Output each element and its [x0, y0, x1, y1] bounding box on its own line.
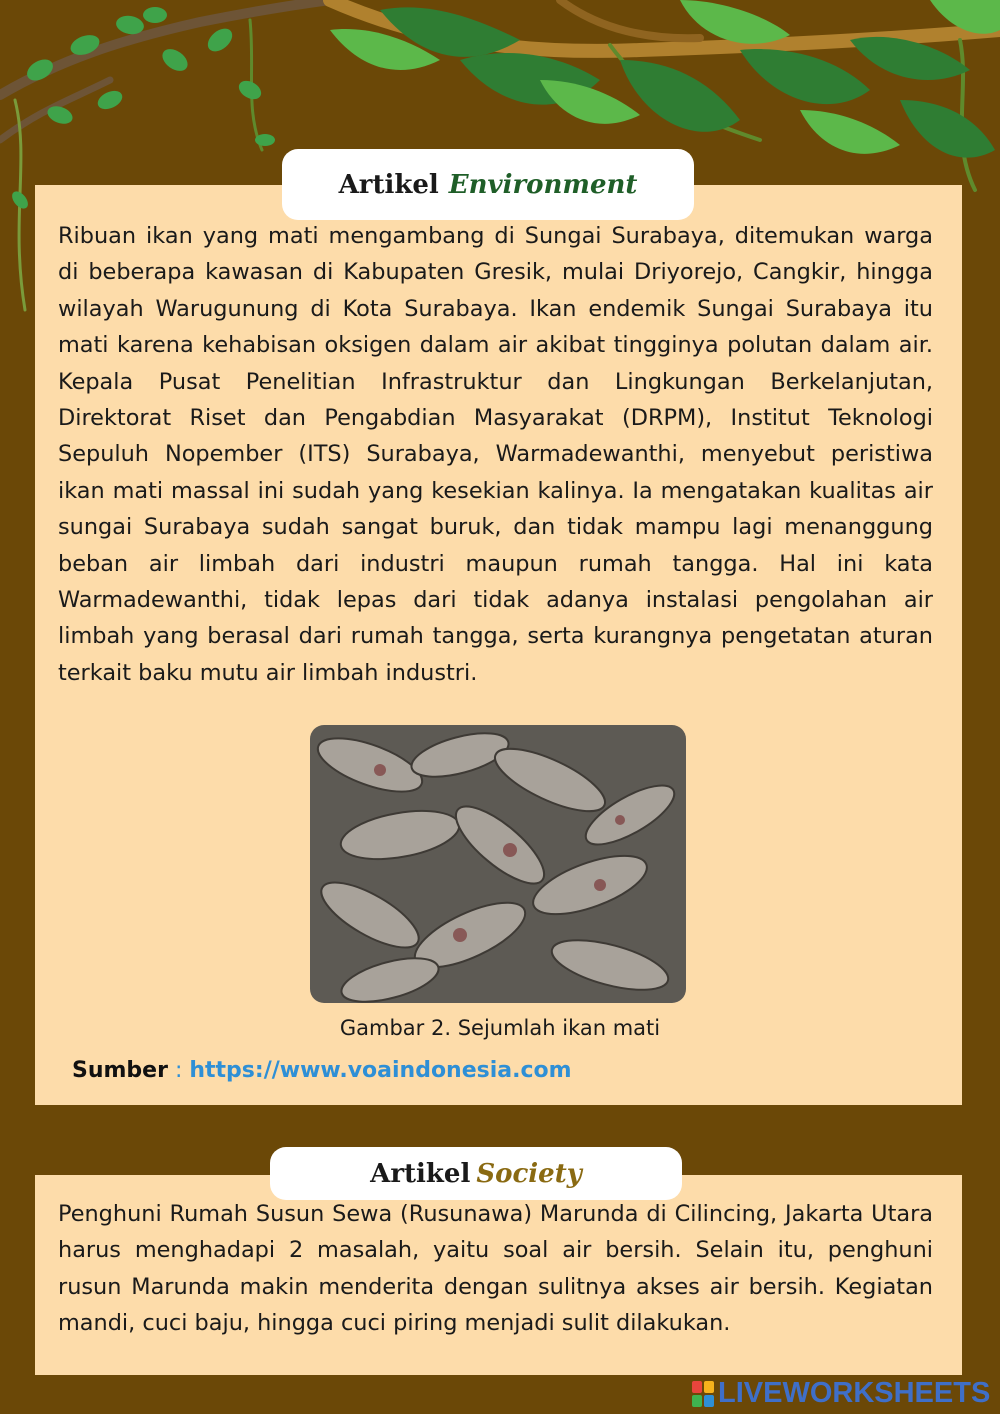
- article-environment-title: [282, 149, 694, 220]
- article-environment-body: Ribuan ikan yang mati mengambang di Sungai Surabaya, ditemukan warga di beberapa kawasan di Kabupaten Gresik, mulai Driyorejo, Cangkir, hingga wilayah Warugunung di Kota Surabaya. Ikan endemik Sungai Surabaya itu mati karena kehabisan oksigen dalam air akibat tingginya polutan dalam air. Kepala Pusat Penelitian Infrastruktur dan Lingkungan Berkelanjutan, Direktorat Riset dan Pengabdian Masyarakat (DRPM), Institut Teknologi Sepuluh Nopember (ITS) Surabaya, Warmadewanthi, menyebut peristiwa ikan mati massal ini sudah yang kesekian kalinya. Ia mengatakan kualitas air sungai Surabaya sudah sangat buruk, dan tidak mampu lagi menanggung beban air limbah dari industri maupun rumah tangga. Hal ini kata Warmadewanthi, tidak lepas dari tidak adanya instalasi pengolahan air limbah yang berasal dari rumah tangga, serta kurangnya pengetatan aturan terkait baku mutu air limbah industri.: [58, 223, 933, 686]
- dead-fish-photo: [310, 725, 686, 1003]
- article-society-body: Penghuni Rumah Susun Sewa (Rusunawa) Marunda di Cilincing, Jakarta Utara harus menghadapi 2 masalah, yaitu soal air bersih. Selain itu, penghuni rusun Marunda makin menderita dengan sulitnya akses air bersih. Kegiatan mandi, cuci baju, hingga cuci piring menjadi sulit dilakukan.: [58, 1201, 933, 1337]
- title-accent: Environment: [448, 169, 638, 200]
- photo-caption: Gambar 2. Sejumlah ikan mati: [339, 1016, 661, 1040]
- liveworksheets-logo: [692, 1377, 990, 1410]
- title-word: Artikel: [338, 169, 439, 200]
- article-society-title: [270, 1147, 682, 1200]
- liveworksheets-icon: [692, 1381, 714, 1407]
- title-word: Artikel: [370, 1158, 471, 1189]
- title-accent: Society: [476, 1158, 582, 1189]
- source-label: Sumber: [72, 1058, 168, 1083]
- source-link[interactable]: https://www.voaindonesia.com: [189, 1058, 572, 1083]
- source-line: [72, 1058, 572, 1083]
- watermark-text: LIVEWORKSHEETS: [718, 1377, 991, 1409]
- source-separator: :: [167, 1058, 190, 1083]
